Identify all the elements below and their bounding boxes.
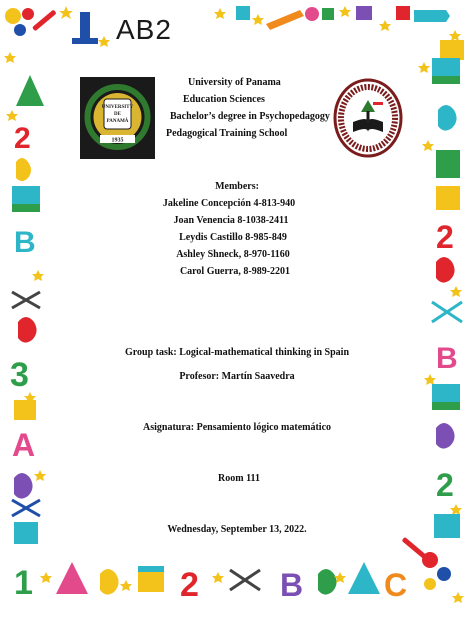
block-icon [14,400,36,420]
star-icon [424,374,436,385]
block-icon [322,8,334,20]
member-item: Carol Guerra, 8-989-2201 [179,266,291,277]
member-item: Leydis Castillo 8-985-849 [179,232,287,243]
star-icon [6,110,18,121]
block-icon-top [138,566,164,572]
right-border [418,58,462,538]
group-task: Group task: Logical-mathematical thinking in Spain [124,347,350,358]
star-icon [214,8,226,19]
crayon-icon [414,10,450,22]
picture-card-grass [432,402,460,410]
faculty-name: Education Sciences [183,94,265,105]
star-icon [418,62,430,73]
faculty-seal-logo [333,78,403,158]
member-item: Ashley Shneck, 8-970-1160 [176,249,290,260]
picture-card-icon [14,522,38,544]
member-item: Jakeline Concepción 4-813-940 [162,198,296,209]
star-icon [40,572,52,583]
paint-dot-icon [305,7,319,21]
subject: Asignatura: Pensamiento lógico matemático [142,422,332,433]
hand-print-icon [18,317,37,343]
hand-print-icon [100,569,119,595]
letter-a-icon: A [12,427,36,463]
star-icon [449,30,461,41]
scissors-icon [12,292,40,308]
flag-stripe [373,102,383,105]
block-icon [436,186,460,210]
numeral-one-icon: 1 [14,564,33,602]
seal-text-university: UNIVERSITY [101,105,134,110]
star-icon [422,140,434,151]
seal-text-de: DE [114,112,121,117]
scissors-icon [432,302,462,322]
paintbrush-icon [402,537,428,560]
star-icon [120,580,132,591]
triangle-icon [16,75,44,106]
star-icon [450,504,462,515]
star-icon [252,14,264,25]
numeral-two-icon: 2 [14,122,31,155]
paint-dot-icon [424,578,436,590]
numeral-two-icon: 2 [180,566,199,604]
hand-print-icon [318,569,337,595]
paint-dot-icon [14,24,26,36]
hand-print-icon [16,158,31,181]
picture-card-icon [434,514,460,538]
members-heading: Members: [215,181,259,192]
letter-c-icon: C [384,567,408,603]
left-border [4,52,46,544]
scissors-icon [12,500,40,516]
star-icon [379,20,391,31]
tree-trunk [367,111,370,121]
star-icon [32,270,44,281]
hand-print-icon [436,257,455,283]
paint-dot-icon [22,8,34,20]
room: Room 111 [218,473,260,484]
numeral-two-icon: 2 [436,219,454,255]
star-icon [339,6,351,17]
university-seal-logo [80,77,155,159]
book-icon [356,6,372,20]
block-icon [440,40,464,60]
block-icon [236,6,250,20]
star-icon [452,592,464,603]
hand-print-icon [438,105,457,131]
numeral-three-icon: 3 [10,356,29,394]
star-icon [212,572,224,583]
triangle-icon [348,562,380,594]
star-icon [34,470,46,481]
member-item: Joan Venencia 8-1038-2411 [173,215,289,226]
ab2-banner: AB2 [116,14,172,45]
picture-card-grass [432,76,460,84]
degree-name: Bachelor’s degree in Psychopedagogy [170,111,330,122]
letter-b-icon: B [280,567,304,603]
picture-card-grass [12,204,40,212]
triangle-icon [56,562,88,594]
top-border [5,6,464,60]
numeral-one-base [72,38,98,44]
university-name: University of Panama [188,77,281,88]
star-icon [59,6,73,19]
letter-b-icon: B [14,226,36,259]
bottom-border [14,537,464,604]
seal-text-panama: PANAMÁ [106,119,129,124]
pencil-icon [266,10,304,30]
hand-print-icon [14,473,33,499]
numeral-one-icon [80,12,90,42]
paintbrush-icon [32,9,57,31]
paint-dot-icon [437,567,451,581]
paint-dot-icon [5,8,21,24]
numeral-two-icon: 2 [436,467,454,503]
letter-b-icon: B [436,342,458,375]
star-icon [4,52,16,63]
school-name: Pedagogical Training School [166,128,288,139]
star-icon [98,36,110,47]
star-icon [450,286,462,297]
block-icon [396,6,410,20]
scissors-icon [230,570,260,590]
hand-print-icon [436,423,455,449]
professor: Profesor: Martín Saavedra [179,371,295,382]
date: Wednesday, September 13, 2022. [167,524,307,535]
seal-year: 1935 [111,137,124,144]
book-icon [436,150,460,178]
